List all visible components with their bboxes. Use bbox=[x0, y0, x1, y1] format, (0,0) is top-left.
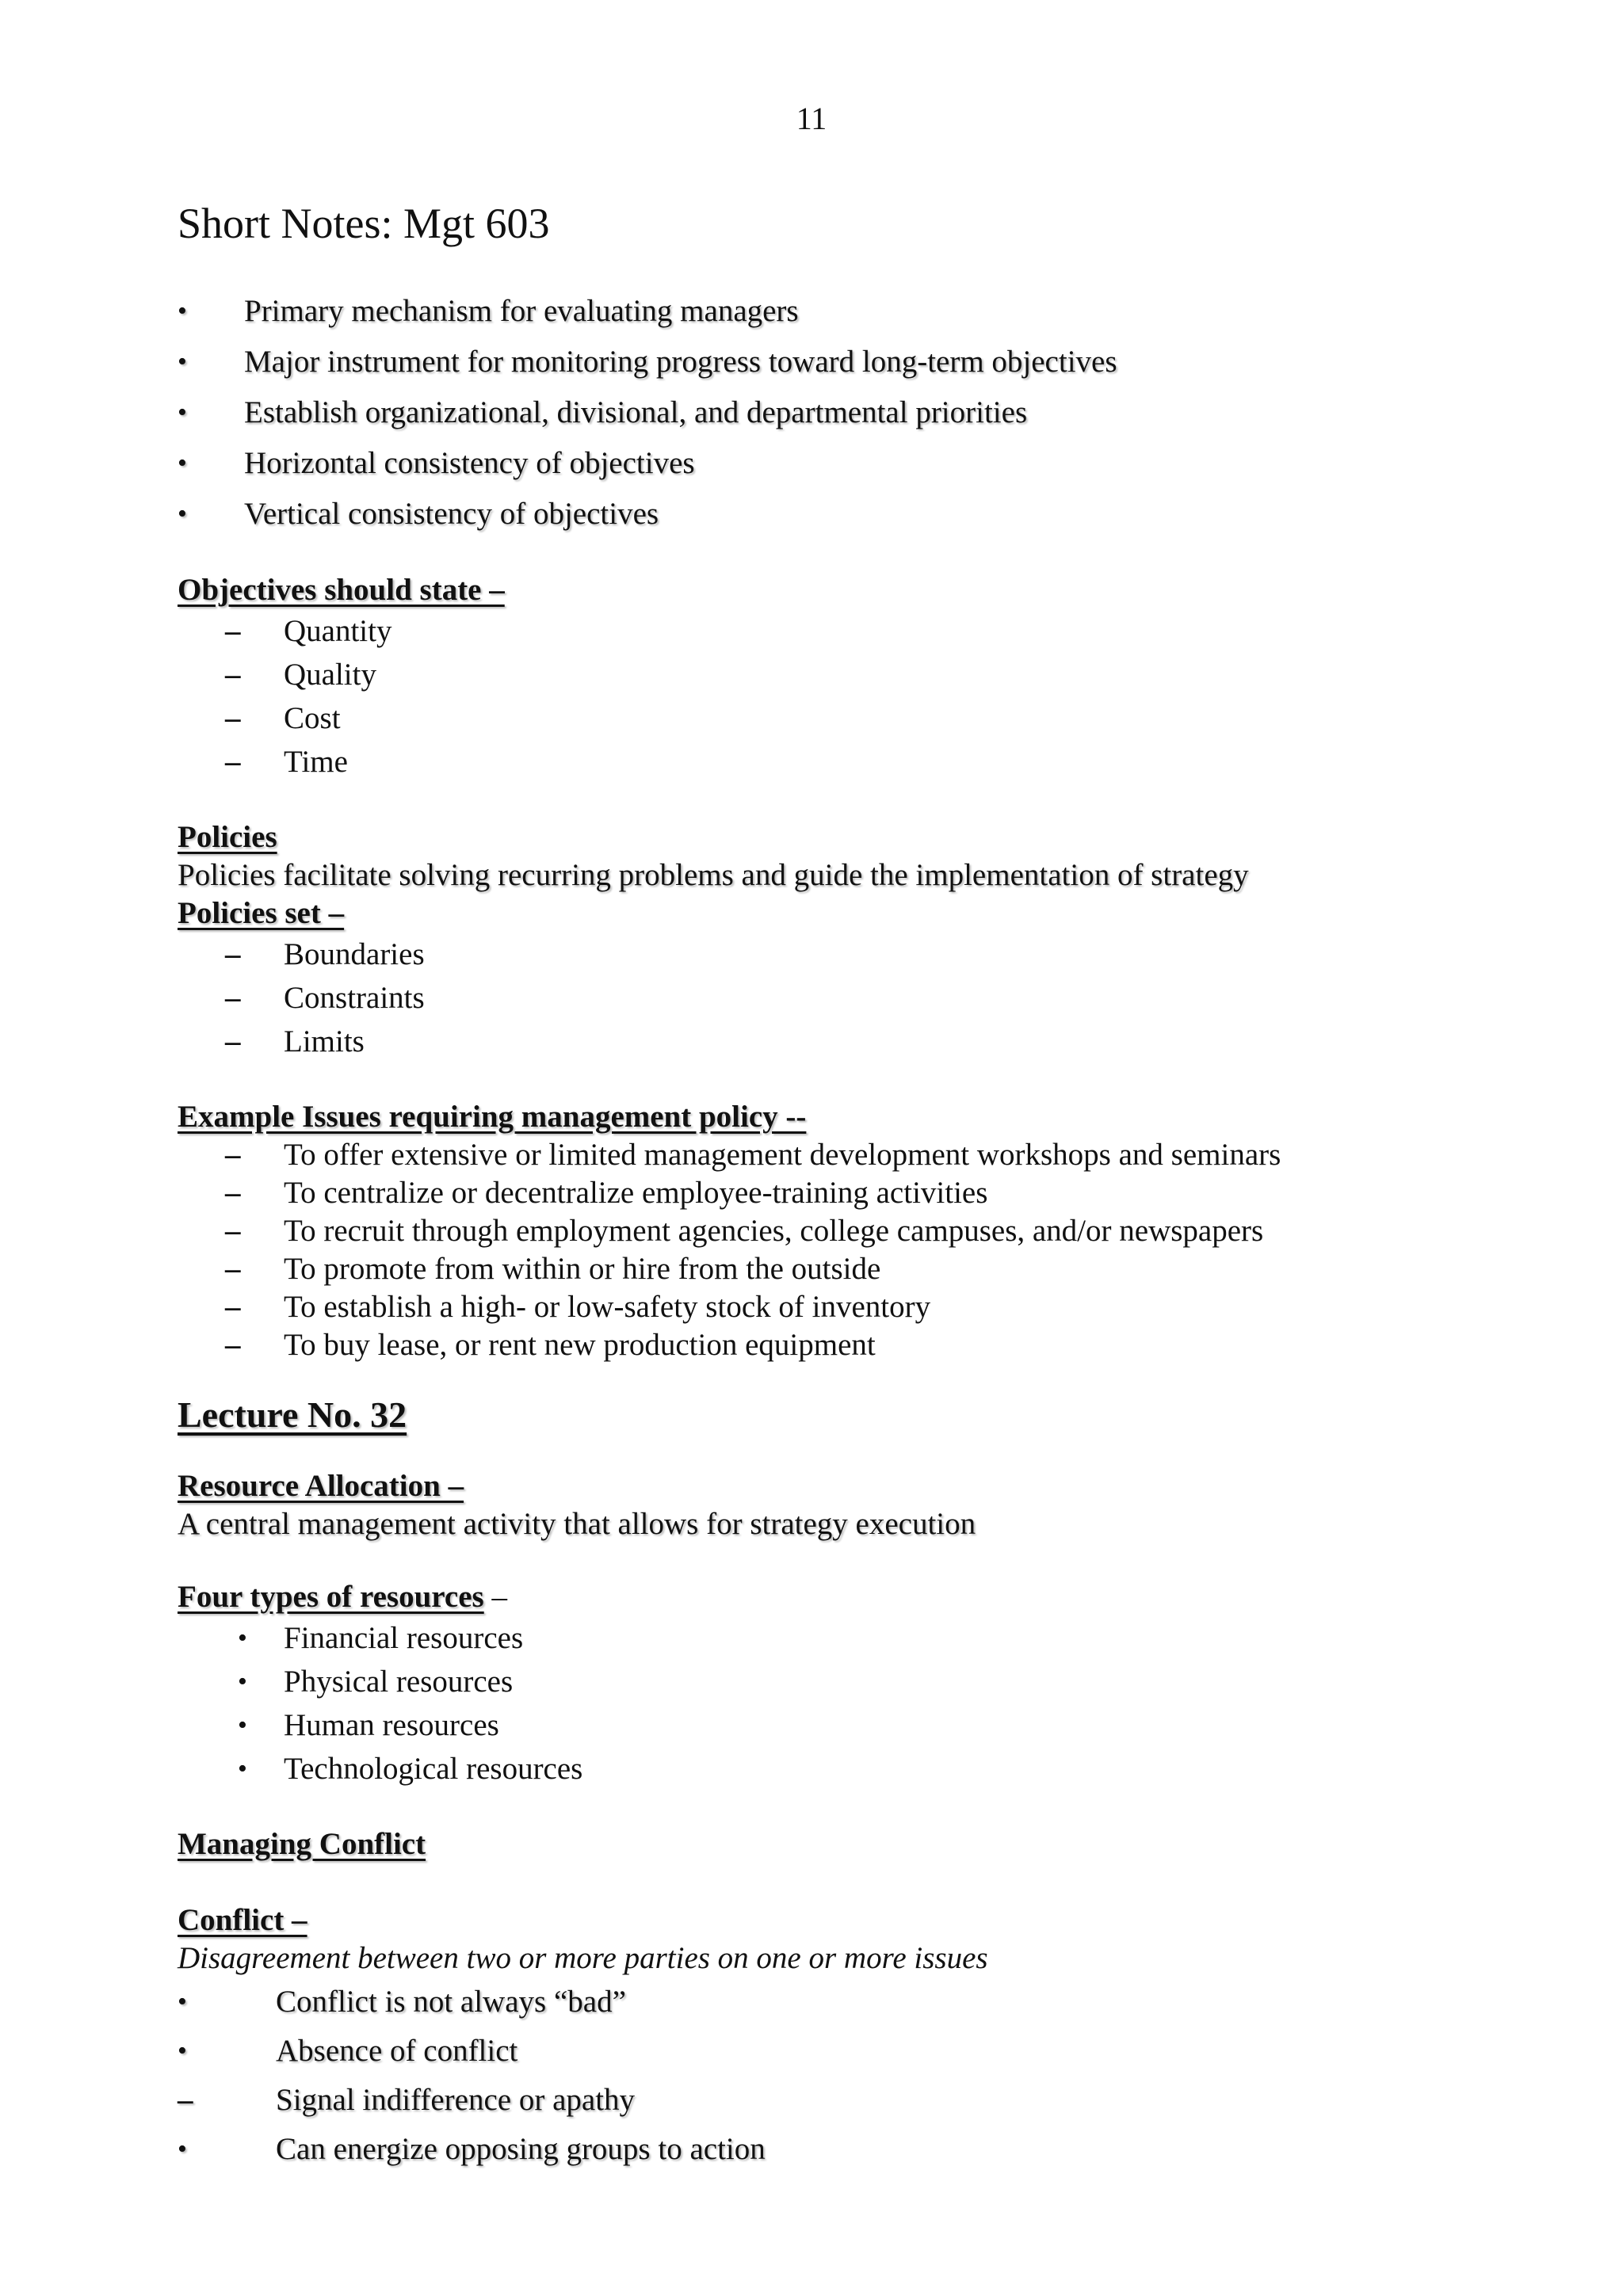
dash-icon: – bbox=[225, 1137, 241, 1172]
bullet-icon: • bbox=[178, 346, 187, 376]
policies-text: Policies facilitate solving recurring problems and guide the implementation of strategy bbox=[178, 857, 1249, 892]
example-issues-heading: Example Issues requiring management policy -- bbox=[178, 1099, 807, 1134]
list-item: – To recruit through employment agencies, college campuses, and/or newspapers bbox=[225, 1212, 1461, 1250]
list-item: – Cost bbox=[225, 696, 1461, 740]
conflict-list bbox=[178, 1978, 1461, 2174]
bullet-icon: • bbox=[238, 1753, 247, 1783]
list-item: • Primary mechanism for evaluating managers bbox=[178, 286, 1461, 337]
objectives-list bbox=[178, 609, 1461, 784]
list-item: – Time bbox=[225, 740, 1461, 784]
policies-heading: Policies bbox=[178, 819, 277, 854]
dash-icon: – bbox=[178, 2082, 193, 2117]
dash-icon: – bbox=[225, 744, 241, 779]
bullet-icon: • bbox=[178, 2134, 187, 2164]
conflict-heading: Conflict – bbox=[178, 1902, 307, 1937]
bullet-icon: • bbox=[178, 1986, 187, 2016]
list-item: – Boundaries bbox=[225, 933, 1461, 976]
list-item: – To promote from within or hire from the outside bbox=[225, 1250, 1461, 1288]
bullet-icon: • bbox=[238, 1710, 247, 1740]
list-item: • Human resources bbox=[225, 1703, 1461, 1747]
list-item: • Major instrument for monitoring progress toward long-term objectives bbox=[178, 337, 1461, 387]
list-item: – Constraints bbox=[225, 976, 1461, 1020]
list-item: • Physical resources bbox=[225, 1660, 1461, 1703]
dash-icon: – bbox=[225, 1024, 241, 1058]
list-item: – To buy lease, or rent new production equipment bbox=[225, 1326, 1461, 1364]
resources-heading: Four types of resources bbox=[178, 1579, 484, 1614]
bullet-icon: • bbox=[178, 296, 187, 326]
bullet-icon: • bbox=[178, 2035, 187, 2065]
dash-icon: – bbox=[225, 1327, 241, 1362]
example-issues-list bbox=[178, 1136, 1461, 1364]
list-item: – To establish a high- or low-safety stock of inventory bbox=[225, 1288, 1461, 1326]
managing-conflict-heading: Managing Conflict bbox=[178, 1826, 426, 1861]
list-item: – To offer extensive or limited management development workshops and seminars bbox=[225, 1136, 1461, 1174]
bullet-icon: • bbox=[238, 1666, 247, 1696]
intro-bullet-list bbox=[178, 286, 1461, 540]
list-item: – Limits bbox=[225, 1020, 1461, 1063]
list-item: • Conflict is not always “bad” bbox=[178, 1978, 1461, 2027]
policies-set-heading: Policies set – bbox=[178, 895, 345, 930]
bullet-icon: • bbox=[238, 1623, 247, 1653]
list-item: – Signal indifference or apathy bbox=[178, 2076, 1461, 2125]
dash-icon: – bbox=[225, 613, 241, 648]
page-title: Short Notes: Mgt 603 bbox=[178, 200, 550, 247]
list-item: • Vertical consistency of objectives bbox=[178, 489, 1461, 540]
list-item: – To centralize or decentralize employee-training activities bbox=[225, 1174, 1461, 1212]
dash-icon: – bbox=[225, 1213, 241, 1248]
objectives-heading: Objectives should state – bbox=[178, 572, 505, 607]
list-item: – Quantity bbox=[225, 609, 1461, 653]
resources-heading-line bbox=[178, 1578, 1461, 1616]
dash-icon: – bbox=[225, 700, 241, 735]
page-number: 11 bbox=[796, 101, 827, 136]
resource-allocation-heading: Resource Allocation – bbox=[178, 1468, 464, 1503]
list-item: • Technological resources bbox=[225, 1747, 1461, 1791]
resources-heading-suffix: – bbox=[483, 1579, 507, 1614]
list-item: • Absence of conflict bbox=[178, 2027, 1461, 2076]
resources-list bbox=[178, 1616, 1461, 1791]
dash-icon: – bbox=[225, 1289, 241, 1324]
list-item: – Quality bbox=[225, 653, 1461, 696]
lecture-heading: Lecture No. 32 bbox=[178, 1394, 407, 1435]
dash-icon: – bbox=[225, 1251, 241, 1286]
bullet-icon: • bbox=[178, 498, 187, 528]
resource-allocation-text: A central management activity that allows for strategy execution bbox=[178, 1506, 976, 1541]
bullet-icon: • bbox=[178, 448, 187, 478]
dash-icon: – bbox=[225, 980, 241, 1015]
list-item: • Financial resources bbox=[225, 1616, 1461, 1660]
bullet-icon: • bbox=[178, 397, 187, 427]
dash-icon: – bbox=[225, 657, 241, 692]
policies-set-list bbox=[178, 933, 1461, 1063]
list-item: • Establish organizational, divisional, and departmental priorities bbox=[178, 387, 1461, 438]
dash-icon: – bbox=[225, 1175, 241, 1210]
dash-icon: – bbox=[225, 936, 241, 971]
document-body bbox=[178, 198, 1461, 2174]
list-item: • Horizontal consistency of objectives bbox=[178, 438, 1461, 489]
conflict-definition: Disagreement between two or more parties on one or more issues bbox=[178, 1940, 988, 1975]
list-item: • Can energize opposing groups to action bbox=[178, 2125, 1461, 2174]
